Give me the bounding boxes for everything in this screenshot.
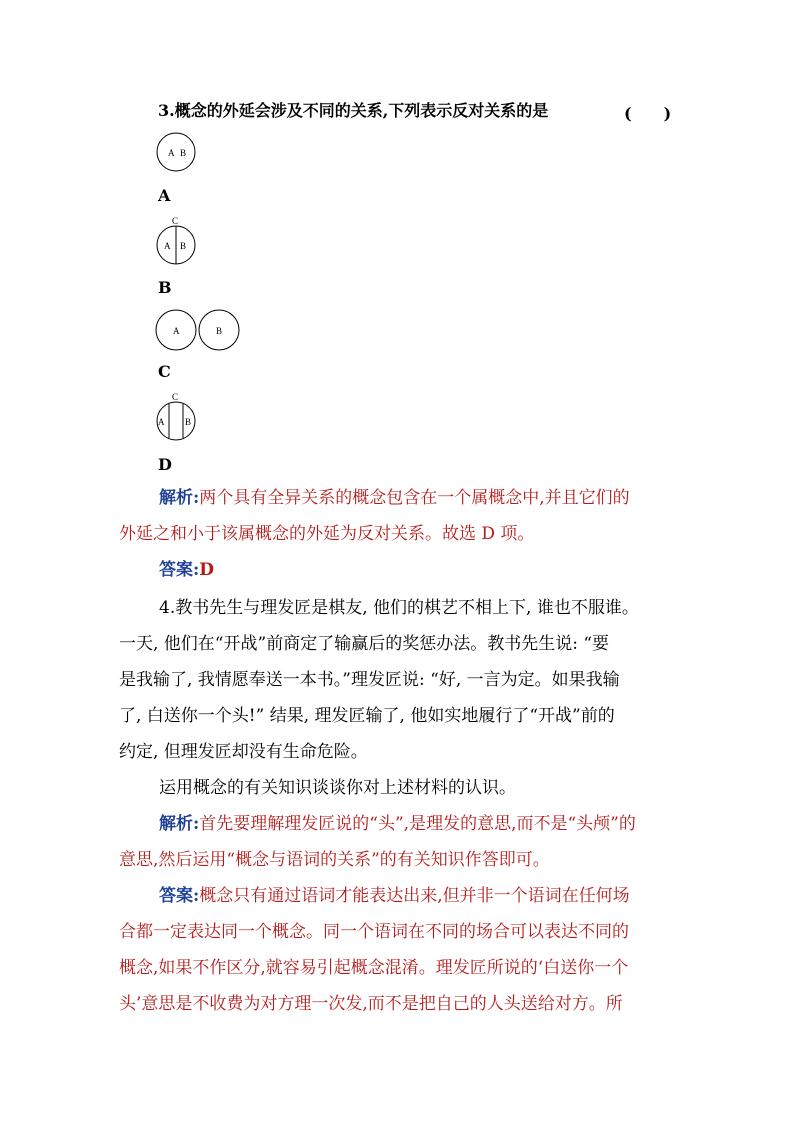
q4-line-2: 一天, 他们在“开战”前商定了输赢后的奖惩办法。教书先生说: “要 (119, 634, 610, 654)
option-c-diagram (155, 308, 241, 352)
option-c-label: C (158, 362, 171, 381)
q4-line-5: 约定, 但理发匠却没有生命危险。 (119, 742, 368, 762)
q4-line-4: 了, 白送你一个头!” 结果, 理发匠输了, 他如实地履行了“开战”前的 (119, 706, 615, 726)
label-a: A (173, 326, 180, 336)
question-3-stem: 3.概念的外延会涉及不同的关系,下列表示反对关系的是 (158, 101, 549, 120)
option-d-diagram (155, 389, 197, 445)
answer-blank: ( ) (624, 104, 672, 123)
answer-line-2: 合都一定表达同一个概念。同一个语词在不同的场合可以表达不同的 (119, 922, 629, 942)
label-b: B (185, 417, 192, 427)
option-d-label: D (158, 455, 172, 474)
option-b-diagram (155, 212, 197, 268)
label-a: A (164, 241, 171, 251)
answer-line-4: 头’意思是不收费为对方理一次发,而不是把自己的人头送给对方。所 (119, 994, 623, 1014)
q3-answer (119, 552, 679, 588)
q4-material (119, 590, 679, 770)
circle-outer (157, 133, 195, 171)
analysis-line-2: 外延之和小于该属概念的外延为反对关系。故选 D 项。 (119, 524, 535, 544)
label-c: C (172, 392, 179, 402)
q4-analysis (119, 806, 679, 878)
option-a-diagram (155, 131, 197, 173)
answer-label: 答案: (159, 886, 200, 906)
label-c: C (172, 216, 179, 226)
label-b: B (180, 241, 187, 251)
q4-line-1: 4.教书先生与理发匠是棋友, 他们的棋艺不相上下, 谁也不服谁。 (159, 598, 639, 618)
analysis-label: 解析: (159, 488, 200, 508)
analysis-line-2: 意思,然后运用“概念与语词的关系”的有关知识作答即可。 (119, 850, 550, 870)
answer-label: 答案: (159, 560, 200, 580)
analysis-line-1: 两个具有全异关系的概念包含在一个属概念中,并且它们的 (199, 488, 630, 508)
label-b: B (180, 148, 187, 158)
answer-line-3: 概念,如果不作区分,就容易引起概念混淆。理发匠所说的‘白送你一个 (119, 958, 629, 978)
q4-prompt (119, 770, 679, 806)
q4-answer (119, 878, 679, 1022)
label-b: B (216, 326, 223, 336)
q3-analysis (119, 480, 679, 552)
label-a: A (168, 148, 175, 158)
label-a: A (158, 417, 165, 427)
analysis-label: 解析: (159, 814, 200, 834)
option-a-label: A (158, 186, 171, 205)
q4-prompt-text: 运用概念的有关知识谈谈你对上述材料的认识。 (159, 778, 516, 798)
option-b-label: B (158, 278, 172, 297)
q4-line-3: 是我输了, 我情愿奉送一本书。”理发匠说: “好, 一言为定。如果我输 (119, 670, 620, 690)
answer-line-1: 概念只有通过语词才能表达出来,但并非一个语词在任何场 (199, 886, 630, 906)
analysis-line-1: 首先要理解理发匠说的“头”,是理发的意思,而不是“头颅”的 (199, 814, 636, 834)
answer-value: D (199, 560, 215, 580)
